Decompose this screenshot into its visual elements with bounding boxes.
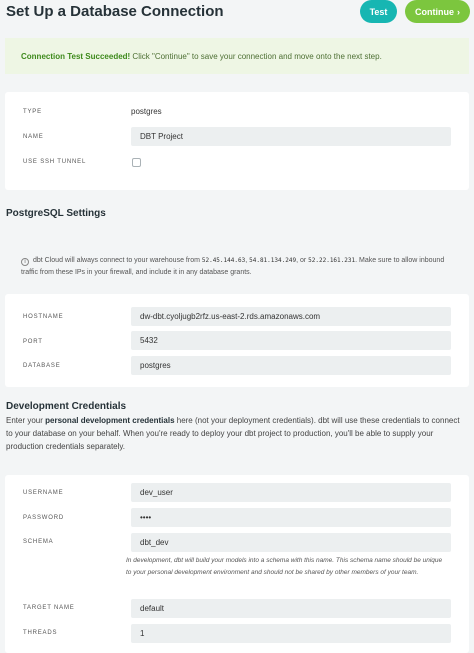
dev-desc-bold: personal development credentials xyxy=(45,416,175,425)
dev-credentials-description xyxy=(6,414,468,453)
header xyxy=(0,0,474,30)
postgres-settings-card xyxy=(5,294,469,387)
threads-field[interactable]: 1 xyxy=(131,624,451,643)
name-label: NAME xyxy=(23,134,44,140)
success-banner xyxy=(5,38,469,74)
name-field[interactable]: DBT Project xyxy=(131,127,451,146)
success-banner-title: Connection Test Succeeded! xyxy=(21,52,131,61)
info-icon: i xyxy=(21,258,29,266)
chevron-right-icon: › xyxy=(457,6,460,17)
connection-card xyxy=(5,92,469,190)
dev-credentials-title: Development Credentials xyxy=(6,401,127,412)
dev-desc-pre: Enter your xyxy=(6,416,46,425)
username-label: USERNAME xyxy=(23,490,64,496)
continue-button[interactable] xyxy=(405,0,470,23)
ssh-tunnel-checkbox[interactable] xyxy=(132,158,141,167)
ssh-tunnel-label: USE SSH TUNNEL xyxy=(23,159,87,165)
ip-separator-1: , xyxy=(245,257,250,264)
password-field[interactable]: •••• xyxy=(131,508,451,527)
schema-help-text: In development, dbt will build your models into a schema with this name. This schema name should be unique to your personal development environment and should not be shared by other members of your team. xyxy=(126,557,443,576)
ip-address-2: 54.81.134.249 xyxy=(249,257,297,264)
ip-address-3: 52.22.161.231 xyxy=(308,257,356,264)
database-field[interactable]: postgres xyxy=(131,356,451,375)
ip-info-block xyxy=(5,243,469,287)
success-banner-message: Click "Continue" to save your connection and move onto the next step. xyxy=(130,52,382,61)
postgres-section-title: PostgreSQL Settings xyxy=(6,208,106,219)
type-label: TYPE xyxy=(23,109,42,115)
password-label: PASSWORD xyxy=(23,515,64,521)
continue-button-label: Continue xyxy=(415,6,454,17)
target-name-label: TARGET NAME xyxy=(23,605,75,611)
port-label: PORT xyxy=(23,339,43,345)
dev-desc-post: here (not your deployment credentials). dbt will use these credentials to connect to your database on your behalf. When you're ready to deploy your dbt project to production, you'll be able to supply your production credentials separately. xyxy=(6,416,460,451)
hostname-label: HOSTNAME xyxy=(23,314,64,320)
test-button[interactable] xyxy=(360,0,397,23)
username-field[interactable]: dev_user xyxy=(131,483,451,502)
schema-field[interactable]: dbt_dev xyxy=(131,533,451,552)
database-label: DATABASE xyxy=(23,363,61,369)
schema-label: SCHEMA xyxy=(23,539,54,545)
ip-info-prefix: dbt Cloud will always connect to your warehouse from xyxy=(33,257,202,264)
type-value: postgres xyxy=(131,107,162,116)
page-title: Set Up a Database Connection xyxy=(6,3,224,20)
port-field[interactable]: 5432 xyxy=(131,331,451,350)
ip-info-suffix: . Make sure to allow inbound traffic from these IPs in your firewall, and include it in any database grants. xyxy=(21,257,445,276)
ip-address-1: 52.45.144.63 xyxy=(201,257,246,264)
target-name-field[interactable]: default xyxy=(131,599,451,618)
ip-separator-2: , or xyxy=(296,257,309,264)
threads-label: THREADS xyxy=(23,630,58,636)
hostname-field[interactable]: dw-dbt.cyoljugb2rfz.us-east-2.rds.amazonaws.com xyxy=(131,307,451,326)
test-button-label: Test xyxy=(369,6,388,17)
